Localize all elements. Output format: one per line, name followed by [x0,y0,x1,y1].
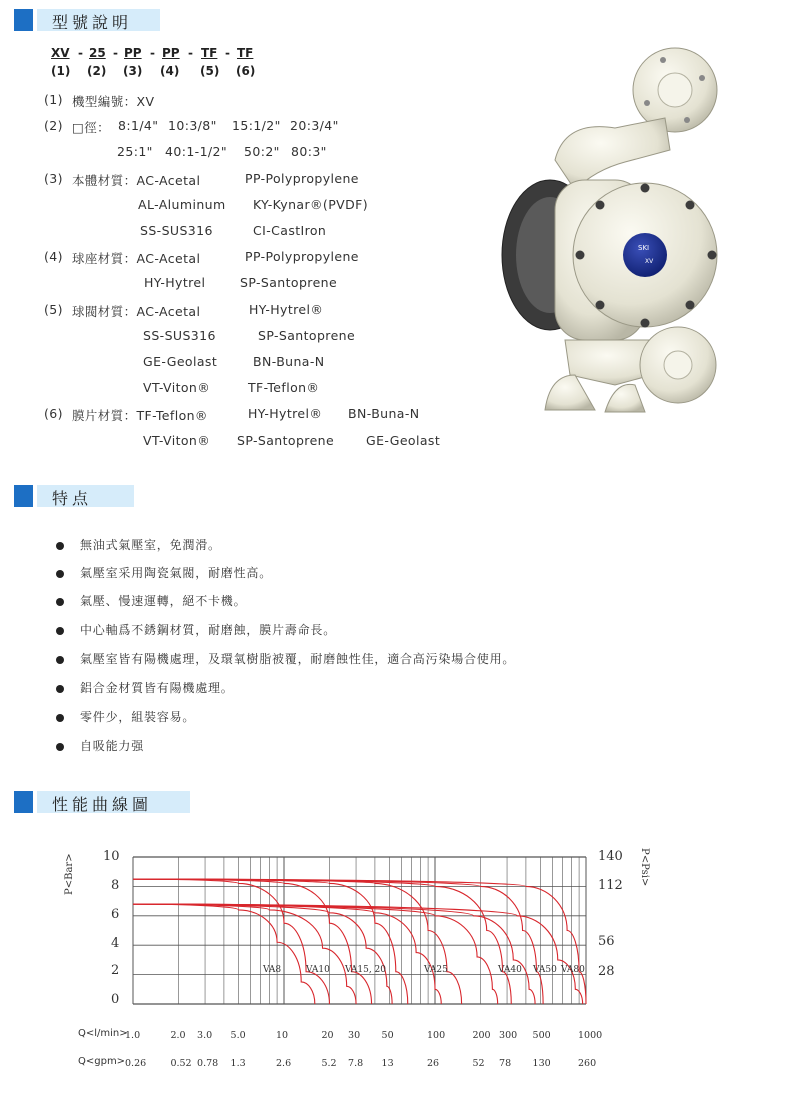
spec-text: VT-Viton® [143,433,211,448]
y-tick-left: 2 [111,963,120,978]
y-tick-left: 0 [111,992,120,1007]
code-index: (1) [51,64,71,78]
spec-text: BN-Buna-N [253,354,325,369]
code-part: PP [162,46,180,60]
x-tick-gpm: 2.6 [276,1058,292,1069]
spec-text: 膜片材質：TF-Teflon® [72,408,208,423]
spec-text: □徑： [72,120,111,135]
code-index: (4) [160,64,180,78]
spec-text: 機型編號：XV [72,94,155,109]
y-tick-right: 112 [598,878,623,893]
spec-text: GE-Geolast [143,354,218,369]
series-label: VA80 [561,965,585,975]
spec-text: 球閥材質：AC-Acetal [72,304,201,319]
spec-text: TF-Teflon® [248,380,320,395]
y-tick-left: 4 [111,936,120,951]
section-title: 特点 [52,489,93,508]
x-tick-gpm: 0.52 [170,1058,192,1069]
spec-text: 15:1/2" [232,118,281,133]
x-tick-gpm: 0.26 [125,1058,147,1069]
x-tick-gpm: 0.78 [197,1058,219,1069]
series-line [133,879,462,1004]
x-axis-gpm-title: Q<gpm> [78,1056,126,1067]
series-label: VA40 [498,965,522,975]
spec-text: 本體材質：AC-Acetal [72,173,201,188]
series-label: VA10 [306,965,330,975]
series-label: VA15, 20 [345,965,387,975]
y-tick-left: 6 [111,907,120,922]
x-tick-lmin: 200 [472,1030,491,1041]
spec-index: (5) [44,302,63,317]
x-tick-gpm: 52 [472,1058,485,1069]
code-dash: - [78,46,83,60]
x-tick-gpm: 5.2 [321,1058,337,1069]
x-tick-lmin: 50 [381,1030,394,1041]
spec-index: (6) [44,406,63,421]
x-tick-gpm: 26 [427,1058,440,1069]
x-tick-lmin: 300 [499,1030,518,1041]
spec-text: CI-CastIron [253,223,327,238]
spec-text: 8:1/4" [118,118,159,133]
x-tick-gpm: 13 [381,1058,394,1069]
section-title: 性能曲線圖 [52,795,153,814]
spec-text: HY-Hytrel® [249,302,324,317]
code-index: (2) [87,64,107,78]
series-label: VA25 [424,965,448,975]
spec-text: 50:2" [244,144,280,159]
x-tick-lmin: 3.0 [197,1030,213,1041]
series-line [133,904,356,1004]
spec-text: SP-Santoprene [237,433,335,448]
x-tick-lmin: 20 [321,1030,334,1041]
spec-text: 10:3/8" [168,118,217,133]
x-tick-gpm: 1.3 [230,1058,246,1069]
series-line [133,879,372,1004]
code-dash: - [225,46,230,60]
y-axis-right-title: P<Psi> [639,848,650,887]
x-tick-gpm: 260 [578,1058,597,1069]
feature-text: 自吸能力强 [80,739,145,753]
spec-text: 25:1" [117,144,153,159]
series-label: VA8 [263,965,282,975]
y-tick-right: 28 [598,964,615,979]
spec-text: AL-Aluminum [138,197,226,212]
x-axis-lmin-title: Q<l/min> [78,1028,128,1039]
spec-text: VT-Viton® [143,380,211,395]
y-tick-right: 56 [598,934,615,949]
spec-text: GE-Geolast [366,433,441,448]
code-part: TF [237,46,254,60]
feature-text: 無油式氣壓室，免潤滑。 [80,538,221,552]
spec-text: SP-Santoprene [258,328,356,343]
code-dash: - [188,46,193,60]
series-line [133,879,586,1004]
code-dash: - [113,46,118,60]
x-tick-gpm: 78 [499,1058,512,1069]
code-part: XV [51,46,70,60]
spec-text: BN-Buna-N [348,406,420,421]
code-part: PP [124,46,142,60]
series-label: VA50 [533,965,557,975]
spec-text: PP-Polypropylene [245,249,359,264]
spec-index: (1) [44,92,63,107]
series-line [133,904,498,1004]
series-line [133,879,329,1004]
feature-text: 中心軸爲不銹鋼材質，耐磨蝕，膜片壽命長。 [80,623,337,637]
x-tick-lmin: 2.0 [170,1030,186,1041]
spec-text: 80:3" [291,144,327,159]
code-index: (6) [236,64,256,78]
spec-index: (4) [44,249,63,264]
y-axis-left-title: P<Bar> [64,853,75,895]
feature-text: 零件少，組裝容易。 [80,710,196,724]
code-index: (5) [200,64,220,78]
x-tick-lmin: 5.0 [230,1030,246,1041]
spec-index: (3) [44,171,63,186]
spec-text: SS-SUS316 [143,328,216,343]
spec-text: KY-Kynar®(PVDF) [253,197,368,212]
pump-model-label: XV [645,258,654,265]
spec-text: PP-Polypropylene [245,171,359,186]
x-tick-lmin: 1.0 [125,1030,141,1041]
pump-brand-label: SKI [638,244,650,252]
spec-text: SP-Santoprene [240,275,338,290]
spec-text: 40:1-1/2" [165,144,228,159]
spec-text: HY-Hytrel [144,275,206,290]
series-line [133,879,408,1004]
x-tick-lmin: 10 [276,1030,289,1041]
series-line [133,904,441,1004]
x-tick-lmin: 30 [348,1030,361,1041]
spec-text: SS-SUS316 [140,223,213,238]
y-tick-left: 8 [111,878,120,893]
y-tick-left: 10 [103,849,120,864]
x-tick-lmin: 1000 [578,1030,603,1041]
spec-index: (2) [44,118,63,133]
series-line [133,904,583,1004]
feature-text: 鋁合金材質皆有陽機處理。 [80,681,234,695]
x-tick-lmin: 500 [532,1030,551,1041]
x-tick-gpm: 7.8 [348,1058,364,1069]
code-part: 25 [89,46,106,60]
feature-text: 氣壓、慢速運轉，絕不卡機。 [80,594,247,608]
series-line [133,879,543,1004]
section-title: 型號說明 [52,13,133,32]
series-line [133,904,535,1004]
feature-text: 氣壓室采用陶瓷氣閥，耐磨性高。 [80,566,273,580]
y-tick-right: 140 [598,849,623,864]
spec-text: 球座材質：AC-Acetal [72,251,201,266]
series-line [133,904,392,1004]
spec-text: HY-Hytrel® [248,406,323,421]
x-tick-gpm: 130 [532,1058,551,1069]
spec-text: 20:3/4" [290,118,339,133]
code-dash: - [150,46,155,60]
code-index: (3) [123,64,143,78]
x-tick-lmin: 100 [427,1030,446,1041]
feature-text: 氣壓室皆有陽機處理，及環氧樹脂被覆，耐磨蝕性佳，適合高污染場合使用。 [80,652,516,666]
code-part: TF [201,46,218,60]
